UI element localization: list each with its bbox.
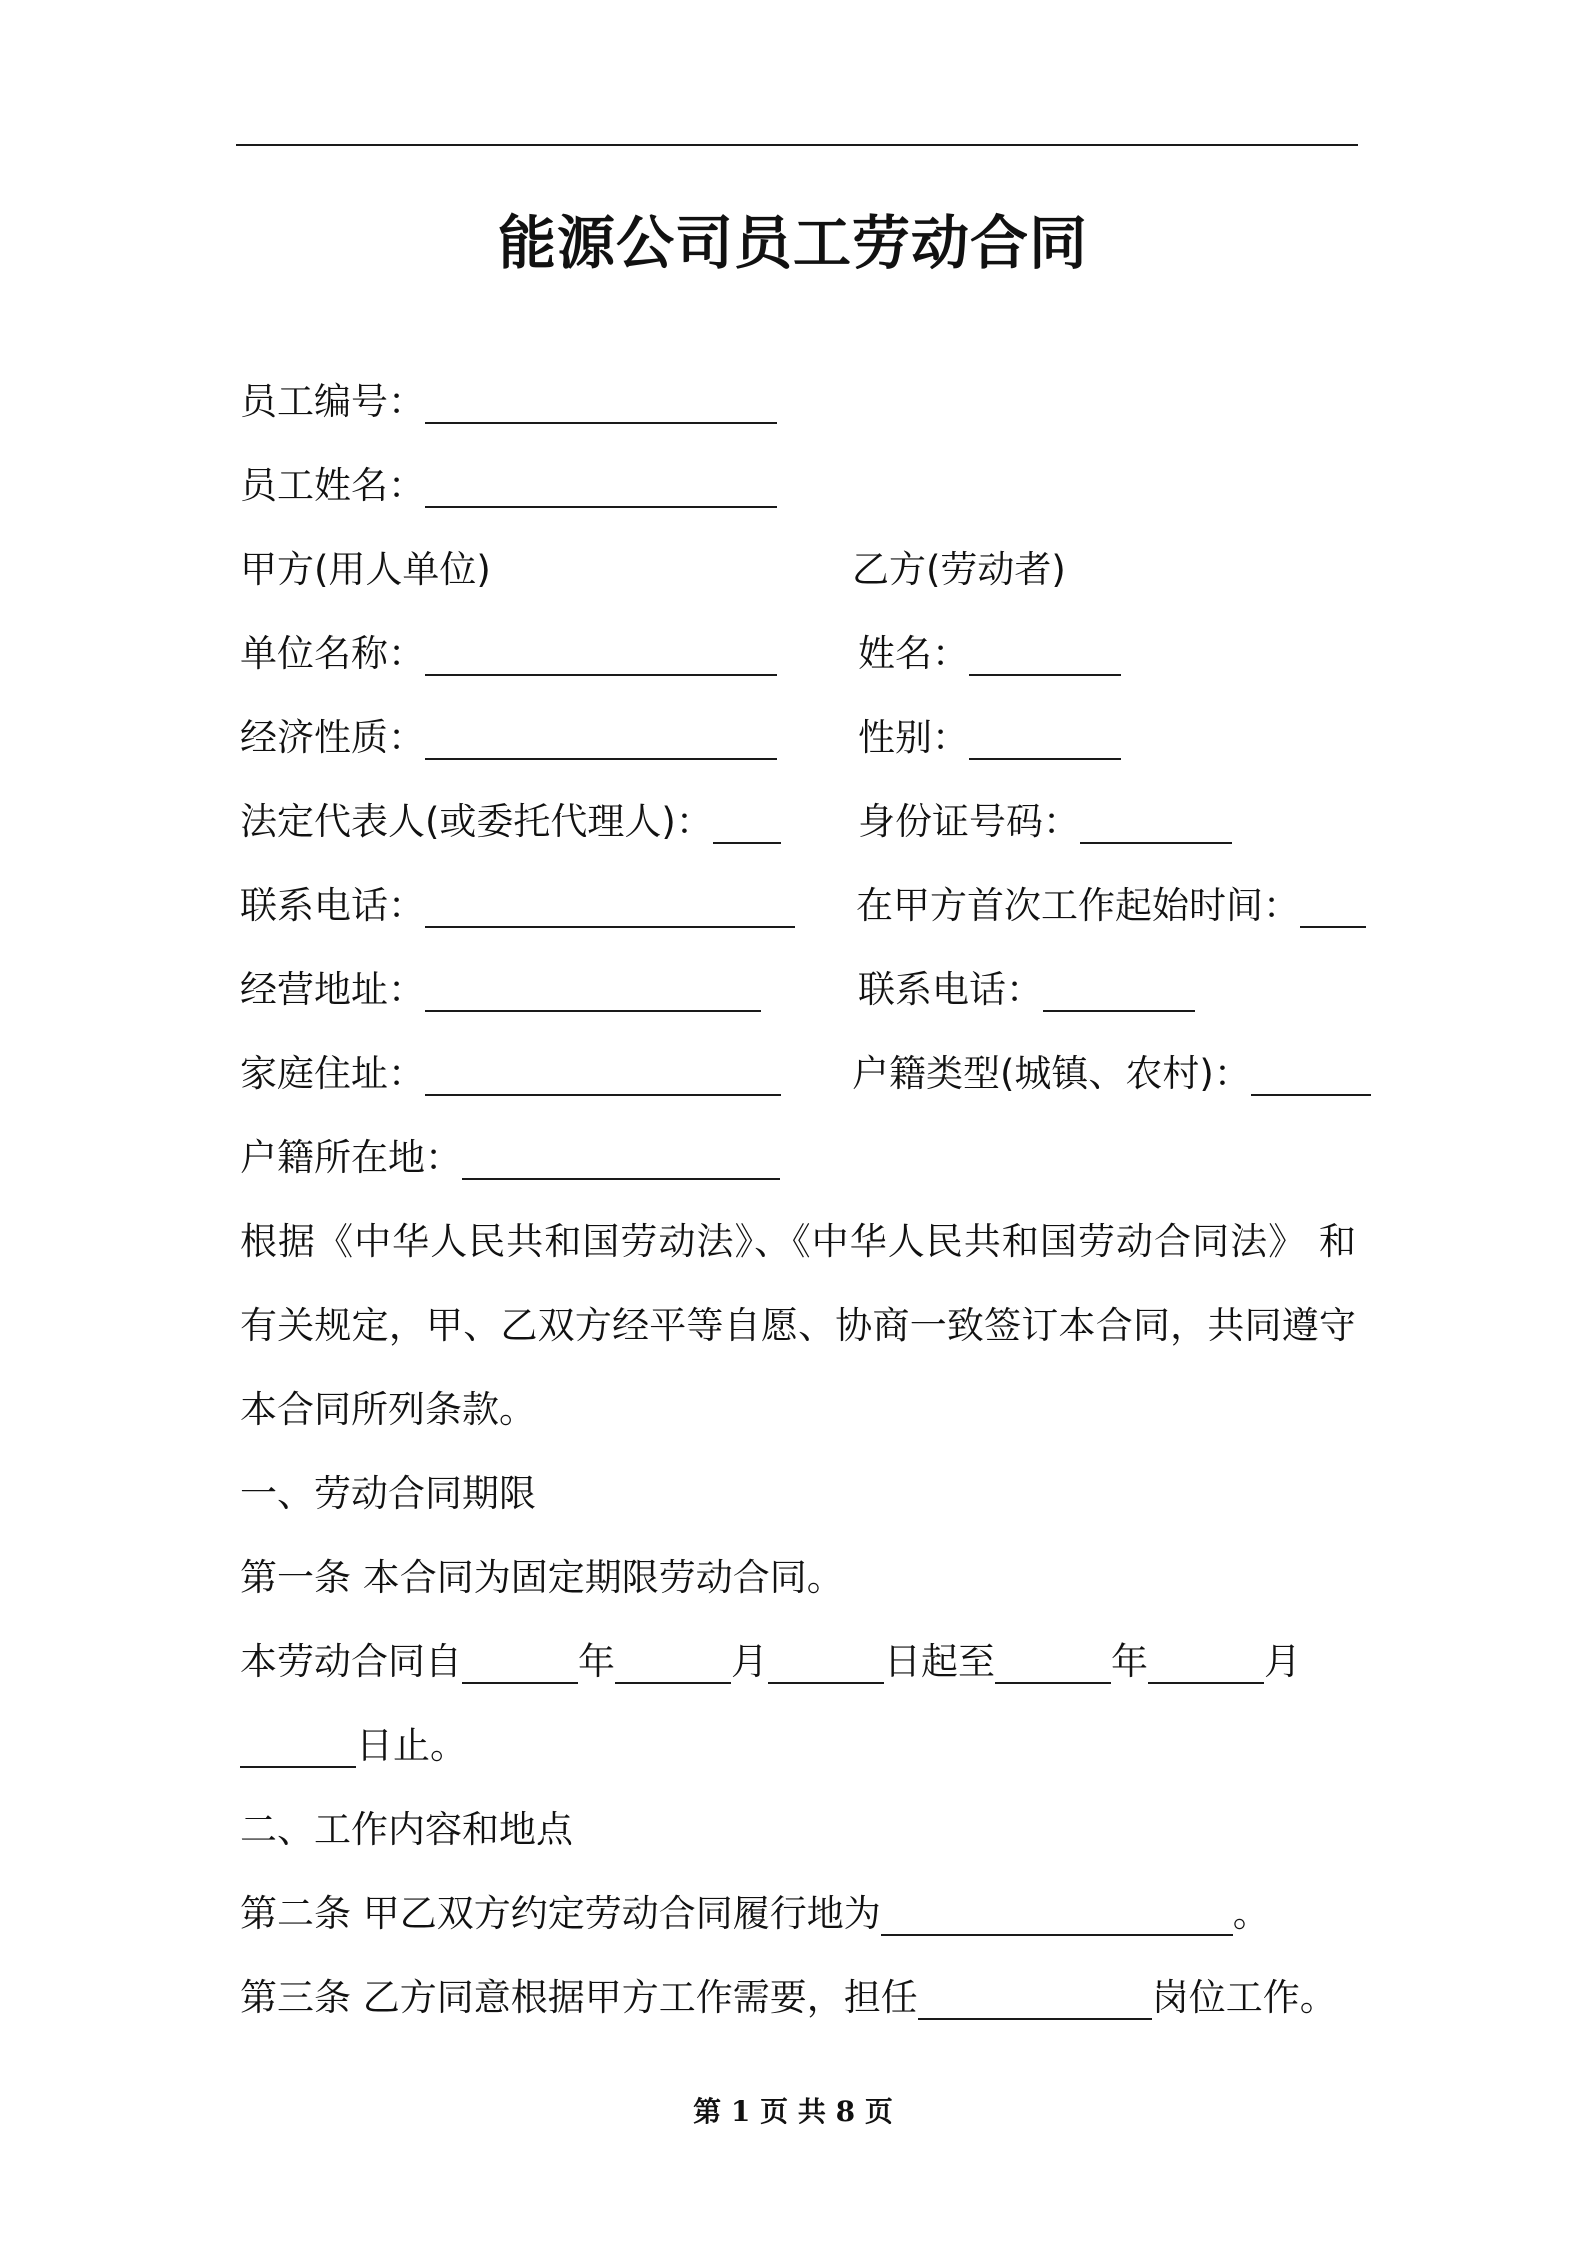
unit-name-row bbox=[240, 624, 777, 684]
legal-rep-label: 法定代表人(或委托代理人)： bbox=[240, 800, 713, 843]
b-name-row bbox=[858, 624, 1121, 684]
a-phone-label: 联系电话： bbox=[240, 884, 425, 927]
party-a-header: 甲方(用人单位) bbox=[240, 548, 491, 591]
a-phone-blank[interactable] bbox=[425, 882, 795, 928]
party-b-header: 乙方(劳动者) bbox=[852, 548, 1066, 591]
b-start-time-row bbox=[856, 876, 1366, 936]
start-day-label: 日起至 bbox=[884, 1640, 995, 1683]
legal-rep-row bbox=[240, 792, 781, 852]
hukou-place-label: 户籍所在地： bbox=[240, 1136, 462, 1179]
biz-address-row bbox=[240, 960, 761, 1020]
legal-rep-blank[interactable] bbox=[713, 798, 781, 844]
b-start-time-label: 在甲方首次工作起始时间： bbox=[856, 884, 1300, 927]
b-name-blank[interactable] bbox=[969, 630, 1121, 676]
biz-address-blank[interactable] bbox=[425, 966, 761, 1012]
econ-nature-row bbox=[240, 708, 777, 768]
hukou-type-row bbox=[852, 1044, 1371, 1104]
article-2-row bbox=[240, 1884, 1270, 1944]
document-title: 能源公司员工劳动合同 bbox=[497, 209, 1088, 277]
unit-name-blank[interactable] bbox=[425, 630, 777, 676]
hukou-type-label: 户籍类型(城镇、农村)： bbox=[852, 1052, 1251, 1095]
b-id-row bbox=[858, 792, 1232, 852]
start-day-blank[interactable] bbox=[768, 1638, 884, 1684]
article-2-end: 。 bbox=[1232, 1892, 1270, 1935]
home-address-blank[interactable] bbox=[425, 1050, 781, 1096]
position-blank[interactable] bbox=[918, 1974, 1152, 2020]
article-3-row bbox=[240, 1968, 1337, 2028]
a-phone-row bbox=[240, 876, 795, 936]
section-heading-term: 一、劳动合同期限 bbox=[240, 1472, 536, 1515]
hukou-type-blank[interactable] bbox=[1251, 1050, 1371, 1096]
b-phone-row bbox=[858, 960, 1195, 1020]
end-year-label: 年 bbox=[1111, 1640, 1148, 1683]
employee-name-row bbox=[240, 456, 777, 516]
page-footer: 第 1 页 共 8 页 bbox=[693, 2095, 893, 2128]
b-gender-label: 性别： bbox=[858, 716, 969, 759]
econ-nature-blank[interactable] bbox=[425, 714, 777, 760]
econ-nature-label: 经济性质： bbox=[240, 716, 425, 759]
employee-name-label: 员工姓名： bbox=[240, 464, 425, 507]
employee-name-blank[interactable] bbox=[425, 462, 777, 508]
intro-paragraph-line-1: 根据《中华人民共和国劳动法》、《中华人民共和国劳动合同法》 和 bbox=[240, 1220, 1356, 1263]
b-gender-row bbox=[858, 708, 1121, 768]
article-2: 第二条 甲乙双方约定劳动合同履行地为 bbox=[240, 1892, 881, 1935]
b-gender-blank[interactable] bbox=[969, 714, 1121, 760]
work-location-blank[interactable] bbox=[881, 1890, 1233, 1936]
end-year-blank[interactable] bbox=[995, 1638, 1111, 1684]
hukou-place-row bbox=[240, 1128, 780, 1188]
end-month-blank[interactable] bbox=[1148, 1638, 1264, 1684]
start-year-blank[interactable] bbox=[462, 1638, 578, 1684]
intro-paragraph-line-3: 本合同所列条款。 bbox=[240, 1388, 536, 1431]
article-3: 第三条 乙方同意根据甲方工作需要，担任 bbox=[240, 1976, 918, 2019]
start-month-label: 月 bbox=[731, 1640, 768, 1683]
home-address-row bbox=[240, 1044, 781, 1104]
employee-no-row bbox=[240, 372, 777, 432]
b-start-time-blank[interactable] bbox=[1300, 882, 1366, 928]
hukou-place-blank[interactable] bbox=[462, 1134, 780, 1180]
term-prefix: 本劳动合同自 bbox=[240, 1640, 462, 1683]
start-month-blank[interactable] bbox=[615, 1638, 731, 1684]
b-phone-label: 联系电话： bbox=[858, 968, 1043, 1011]
end-day-blank[interactable] bbox=[240, 1722, 356, 1768]
section-heading-work: 二、工作内容和地点 bbox=[240, 1808, 573, 1851]
b-id-label: 身份证号码： bbox=[858, 800, 1080, 843]
employee-no-blank[interactable] bbox=[425, 378, 777, 424]
employee-no-label: 员工编号： bbox=[240, 380, 425, 423]
header-rule bbox=[236, 144, 1358, 146]
b-name-label: 姓名： bbox=[858, 632, 969, 675]
term-end-label: 日止。 bbox=[356, 1724, 467, 1767]
b-id-blank[interactable] bbox=[1080, 798, 1232, 844]
article-1: 第一条 本合同为固定期限劳动合同。 bbox=[240, 1556, 844, 1599]
term-end-row bbox=[240, 1716, 467, 1776]
b-phone-blank[interactable] bbox=[1043, 966, 1195, 1012]
home-address-label: 家庭住址： bbox=[240, 1052, 425, 1095]
term-dates-row bbox=[240, 1632, 1301, 1692]
start-year-label: 年 bbox=[578, 1640, 615, 1683]
biz-address-label: 经营地址： bbox=[240, 968, 425, 1011]
intro-paragraph-line-2: 有关规定，甲、乙双方经平等自愿、协商一致签订本合同，共同遵守 bbox=[240, 1304, 1356, 1347]
end-month-label: 月 bbox=[1264, 1640, 1301, 1683]
unit-name-label: 单位名称： bbox=[240, 632, 425, 675]
article-3-end: 岗位工作。 bbox=[1151, 1976, 1337, 2019]
